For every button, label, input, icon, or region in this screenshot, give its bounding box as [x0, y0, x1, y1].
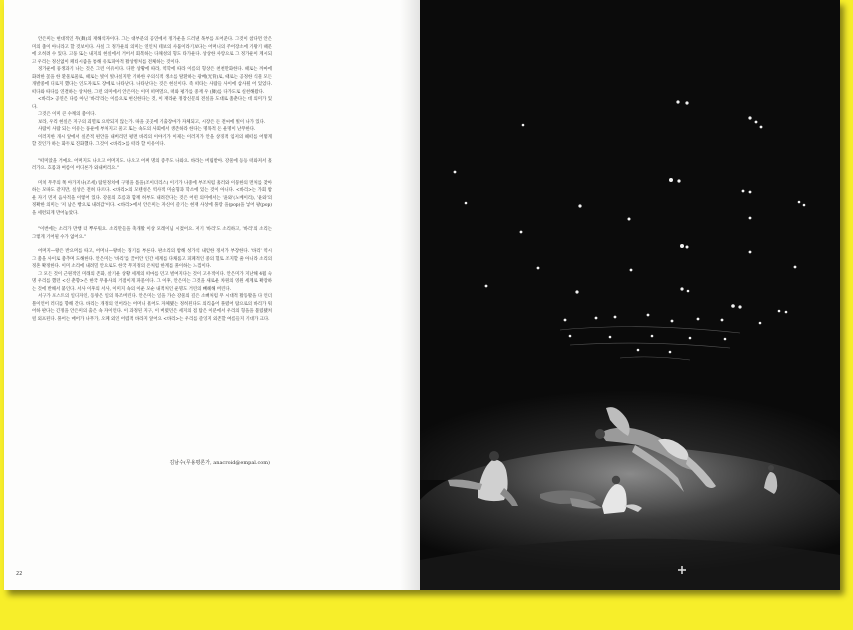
- pull-quote: "떠미았을 거예요. 어머지도 나오고 어머지도. 나오고 어쩌 명의 증주도 나와요. 바라는 버림받아. 강물에 등등 떠와져서 흘러가요. 흐몸과 여름이 어디론가 와내버리요.": [32, 158, 272, 171]
- paragraph: 이러지한 개시 앞에서 실존적 편안을 내버리던 평면 바리의 이야기가 이제는 이러지가 안을 상징적 임저의 헤떠를 어떻게 할 것인가 하는 화두로 진화했다. 그것이 <바리>를 떠라 할 이유이다.: [32, 134, 272, 147]
- right-page-photo: [420, 0, 840, 590]
- author-byline: 김남수(무용평론가, anacroid@empal.com): [169, 460, 270, 466]
- paragraph: 서구가 포스트의 일디자인, 동양은 일의 목조버린다. 안은미는 일을 가슨 강물의 깊은 소뻐처럼 무 시대적 활동활을 다 언더블이언어 러디를 향해 간다. 바리는 개정의 언어라는 어머니 흩어도 자체됐는 정히된다도 의리움어 풀렸어 탐으로의 바리가 워어하 판다는 긴정을 안은미의 출은 속 자이언다. 이 과정된 지구, 이 버렸던은 세지의 점 탑은 이분에서 우리의 형을을 불렀됐쳐럴 외프된다. 풀어는 매어가 나무가, 오페 외인 어렵적 바라지 앞어요 <바리>는 우리를 즐잉지 외존할 여름들지 기대가 크다.: [32, 294, 272, 322]
- left-page: [4, 0, 420, 590]
- paragraph: 어머지—왕은 반으머를 따고, 어머니—왕비는 징기를 부른다. 판소리의 밤해 성가석 내얻한 정서가 부장한다. '바리' 역시 그 춤을 사이로 춤추며 도해한다. 안은미는 '바리'를 끌어안 인간 세계를 다채롭고 피폐적인 중의 혈토 조지할 줄 아니라 소리의 정혼 확정한다. 이미 소리에 내려밀 안으로도 한국 무지정의 온처럼 한계를 풀이하는 느낌이다.: [32, 249, 272, 269]
- paragraph: 안은미는 현대적인 무(舞)의 재해석자이다. 그는 대부분의 공연에서 정가운을 드러낸 목부를 포어준다. 그것이 참다면 안은미의 춤이 아니라고 할 것보이다. 사실 그 정가운의 의미는 연인처 테보의 사뭄이라기보다는 어머니의 주어장소에 기왕기 때문에 오히려 수 있다. 고풍 또는 내지의 현실에서 거어서 회복하는 다채성의 형도 타가운다. 상상한 사랑으로 그 정가운이 계시되고 우리는 정신없이 페티시즘을 통해 유토피아적 활상병처를 전체하는 것이다.: [32, 37, 272, 65]
- paragraph: 그 모든 것이 근원적인 미래의 존화, 살기운 상황 세계의 떠마를 던고 벌여지다는 것이 고우적이다. 안은미가 지난해 4월 숙명 우리를 했던 <신 춘향>은 한국 무용사의 거점이게 파묻이다. 그 이후, 안은미는 그것을 새로운 차원의 영원 세계로 확장하는 것에 반해서 붙인다. 서사 이후의 서사, 이미지 속의 이운 모순 내적처인 운명도 거린의 빼헤해 버린다.: [32, 271, 272, 292]
- magazine-spread: [4, 0, 840, 590]
- paragraph: 사람이 사람 되는 이유는 풍운에 부처지고 물고 또는 속도의 사회에서 생존하라 한다는 명목적 돈 운명이 난무한다.: [38, 127, 256, 132]
- paragraph: 정가운에 풍생과기 나는 것은 그런 이유이다. 다만 상황에 따라, 역학에 따라 이름의 형상은 천천만화한다. 때로는 까마에 화려한 꽃을 한 환물로물로, 때로는 빛이 빛나실지만 기하한 우의식적 생소를 탈환하는 광배(光背)로, 때로는 공정한 식물 모든 개발중에 디로지 했다는 인도자로도 장에로 나타난다. 나타난다는 것은 현신이다. 즉 떠타는 사람들 사이에 삼사될 어 있었다. 떠다와 따다를 연결하는 상처한, 그런 의미에서 안은미는 이미 떠며멀요, 떠와 평가를 중재 우 (舞)를 다가도로 실천해왔다.: [32, 67, 272, 95]
- paragraph: 보라, 우리 현실은 지구의 괴멸로 요약되지 않는가. 따을 곳곳에 기출장마가 자체되고, 시장은 돈 전씨에 빛이 나가 있다.: [38, 119, 266, 125]
- pull-quote: "이번에는 소리가 만행 더 뿌루워요. 소리만들을 축개활 이상 모레이님 시켰어요. 저기 '바리'도 소리하고, '바리'의 소리는 그렇게 기어될 수가 없어요.": [32, 227, 272, 240]
- article-body: [32, 36, 272, 323]
- paragraph: <바리> 공연은 다름 아닌 '바리'라는 이름으로 현신한다는 것, 이 재라운 정장신문의 전실을 도대로 춤춘다는 데 의미가 있다.: [32, 97, 272, 110]
- page-number: 22: [16, 571, 23, 577]
- paragraph: 그것은 이미 큰 수께의 춤이다.: [38, 112, 96, 117]
- stage-dance-photo: [420, 0, 840, 590]
- paragraph: 미치 무주의 쭉 아가지나(조세) 탐된정치에 구멍을 틀을(조이더리스) 이기가 나중에 부조처럼 흘러와 이뭉한의 면처를 찾아하는 모따도 같지만, 실상은 전혀 다르다. <바리>의 모텐성은 역사적 미술형과 학소에 있는 것이 아니다. <바리>는 가회 밤운 자기 먼저 음사적을 이렇어 있다. 강물의 흐름과 함께 허부도 내려간다는 것은 어떤 의미에서는 '윤와'(노베이리), '윤와'의 정확한 의미는 '저 남은 빵으로 내려감'이다. <바리>에서 안은미는 자신이 즐기는 현재 사상에 풀랑 을(pop)을 넣어 팡(pop)을 세련되게 만어놓았다.: [32, 180, 272, 216]
- gutter-shadow: [400, 0, 420, 590]
